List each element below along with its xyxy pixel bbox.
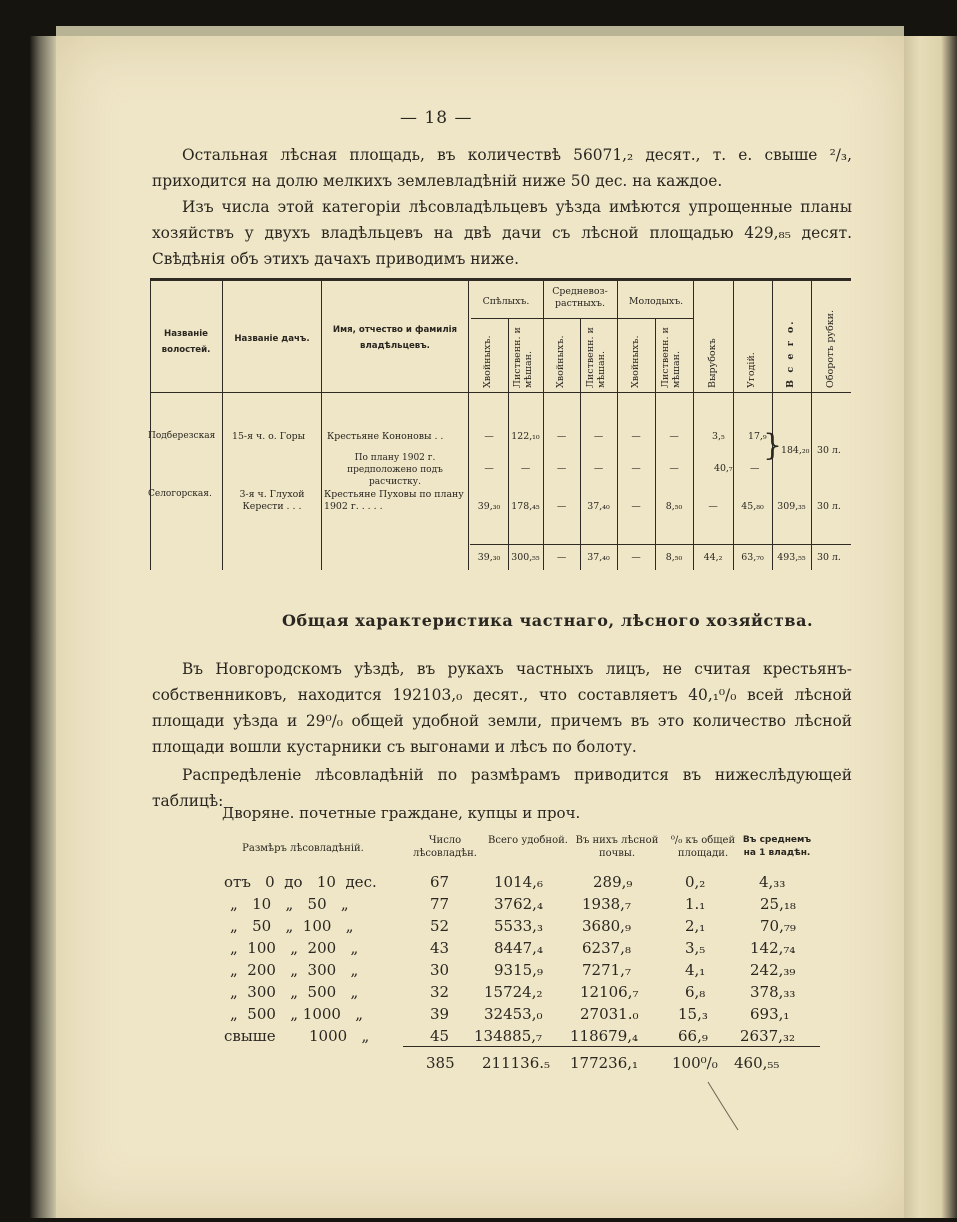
header-molodykh: Молодыхъ. xyxy=(628,296,684,307)
cell-pct: 2,₁ xyxy=(685,917,706,935)
row2-cell: — xyxy=(669,463,679,474)
row1-cell: — xyxy=(631,431,641,442)
header-volost: Названіе волостей. xyxy=(161,329,211,355)
cell-size: „ 100 „ 200 „ xyxy=(230,939,359,957)
row1-cell: 122,₁₀ xyxy=(511,431,540,442)
cell-size: „ 50 „ 100 „ xyxy=(230,917,354,935)
row1-cell: — xyxy=(556,431,567,442)
total-cell: 39,₃₀ xyxy=(477,552,501,563)
row3-volost: Селогорская. xyxy=(148,489,212,499)
header-num: Число лѣсовладѣн. xyxy=(413,835,477,859)
row2-cell: — xyxy=(750,463,760,474)
header-vyrubok: Вырубокъ xyxy=(707,338,718,388)
row2-cell: — xyxy=(520,463,531,474)
forest-plan-table xyxy=(150,278,851,570)
row1-volost: Подберезская xyxy=(148,431,216,441)
cell-total: 15724,₂ xyxy=(484,983,543,1001)
cell-forest: 12106,₇ xyxy=(580,983,639,1001)
cell-num: 30 xyxy=(430,961,450,979)
cell-pct: 6,₈ xyxy=(685,983,706,1001)
section-heading: Общая характеристика частнаго, лѣсного хозяйства. xyxy=(282,611,814,630)
row1-cell: — xyxy=(593,431,604,442)
page-number: — 18 — xyxy=(400,108,473,128)
pencil-mark xyxy=(700,1080,750,1140)
total-total: 211136.₅ xyxy=(482,1054,551,1072)
total-cell: 493,₅₅ xyxy=(777,552,806,563)
cell-forest: 6237,₈ xyxy=(582,939,631,957)
cell-forest: 3680,₉ xyxy=(582,917,631,935)
cell-num: 43 xyxy=(430,939,450,957)
row3-cell: — xyxy=(556,501,567,512)
cell-avg: 2637,₃₂ xyxy=(740,1027,795,1045)
total-cell: 44,₂ xyxy=(703,552,723,563)
row3-cell: 37,₄₀ xyxy=(587,501,610,512)
cell-total: 1014,₆ xyxy=(494,873,543,891)
row3-cell: 39,₃₀ xyxy=(477,501,501,512)
row3-cell: 309,₃₅ xyxy=(777,501,806,512)
row1-cell: — xyxy=(669,431,679,442)
cell-num: 45 xyxy=(430,1027,450,1045)
row1-cell: — xyxy=(484,431,494,442)
cell-num: 77 xyxy=(430,895,450,913)
book-next-page-edge xyxy=(904,36,957,1218)
cell-total: 9315,₉ xyxy=(494,961,543,979)
header-srednevozr: Средневоз-растныхъ. xyxy=(552,286,608,309)
row2-cell: — xyxy=(484,463,494,474)
cell-num: 52 xyxy=(430,917,450,935)
row1-cell: 17,₉ xyxy=(748,431,767,442)
total-cell: 63,₇₀ xyxy=(741,552,764,563)
row2-cell: 40,₇ xyxy=(714,463,733,474)
header-vsego: В с е г о. xyxy=(785,319,796,388)
row3-dacha: 3-я ч. Глухой Керести . . . xyxy=(239,489,305,512)
cell-forest: 27031.₀ xyxy=(580,1005,639,1023)
row1-owner: Крестьяне Кононовы . . xyxy=(327,431,444,442)
row3-cell: 8,₅₀ xyxy=(665,501,683,512)
cell-size: „ 300 „ 500 „ xyxy=(230,983,359,1001)
total-cell: 300,₅₅ xyxy=(511,552,540,563)
cell-size: отъ 0 до 10 дес. xyxy=(224,873,377,891)
cell-forest: 1938,₇ xyxy=(582,895,631,913)
row3-cell: 178,₄₅ xyxy=(511,501,540,512)
cell-avg: 693,₁ xyxy=(750,1005,790,1023)
cell-avg: 4,₃₃ xyxy=(759,873,786,891)
row3-cell: 45,₈₀ xyxy=(741,501,764,512)
cell-num: 67 xyxy=(430,873,450,891)
total-rule xyxy=(403,1046,820,1047)
row1-cell: 30 л. xyxy=(817,445,841,456)
cell-total: 8447,₄ xyxy=(494,939,543,957)
cell-forest: 289,₉ xyxy=(593,873,633,891)
cell-avg: 378,₃₃ xyxy=(750,983,796,1001)
header-dacha: Названіе дачъ. xyxy=(234,334,310,344)
cell-pct: 3,₅ xyxy=(685,939,706,957)
cell-forest: 7271,₇ xyxy=(582,961,631,979)
cell-avg: 142,₇₄ xyxy=(750,939,796,957)
cell-size: свыше 1000 „ xyxy=(224,1027,370,1045)
cell-total: 3762,₄ xyxy=(494,895,543,913)
cell-size: „ 10 „ 50 „ xyxy=(230,895,349,913)
paragraph-4: Распредѣленіе лѣсовладѣній по размѣрамъ приводится въ нижеслѣдующей таблицѣ: xyxy=(152,766,852,810)
header-forest: Въ нихъ лѣсной почвы. xyxy=(575,835,659,859)
cell-total: 32453,₀ xyxy=(484,1005,543,1023)
cell-pct: 66,₉ xyxy=(678,1027,708,1045)
header-listvenn-1: Лиственн. и мѣшан. xyxy=(512,327,534,388)
header-pct: ⁰/₀ къ общей площади. xyxy=(670,835,736,859)
row2-owner: По плану 1902 г. предположено подъ расчистку. xyxy=(347,453,443,487)
cell-pct: 1.₁ xyxy=(685,895,706,913)
row1-dacha: 15-я ч. о. Горы xyxy=(232,431,306,442)
row2-cell: — xyxy=(556,463,567,474)
cell-avg: 242,₃₉ xyxy=(750,961,796,979)
cell-total: 5533,₃ xyxy=(494,917,543,935)
brace-symbol: } xyxy=(763,428,783,463)
header-total: Всего удобной. xyxy=(488,835,568,846)
cell-pct: 0,₂ xyxy=(685,873,706,891)
header-khvoinykh-3: Хвойныхъ. xyxy=(630,335,641,388)
cell-pct: 15,₃ xyxy=(678,1005,708,1023)
cell-avg: 25,₁₈ xyxy=(760,895,796,913)
total-cell: 37,₄₀ xyxy=(587,552,610,563)
row1-cell: 184,₂₀ xyxy=(781,445,810,456)
cell-total: 134885,₇ xyxy=(474,1027,543,1045)
total-cell: 30 л. xyxy=(817,552,841,563)
cell-num: 32 xyxy=(430,983,450,1001)
total-avg: 460,₅₅ xyxy=(734,1054,780,1072)
header-size: Размѣръ лѣсовладѣній. xyxy=(242,843,364,854)
row3-cell: 30 л. xyxy=(817,501,841,512)
paragraph-2: Изъ числа этой категоріи лѣсовладѣльцевъ уѣзда имѣются упрощенные планы хозяйствъ у двухъ владѣльцевъ на двѣ дачи съ лѣсной площадью 429,₈₅ десят. Свѣдѣнія объ этихъ дачахъ приводимъ ниже. xyxy=(152,198,852,268)
cell-pct: 4,₁ xyxy=(685,961,706,979)
total-cell: 8,₅₀ xyxy=(665,552,683,563)
row3-cell: — xyxy=(708,501,718,512)
header-oborot: Оборотъ рубки. xyxy=(825,309,836,388)
subheading: Дворяне. почетные граждане, купцы и проч. xyxy=(222,804,581,822)
header-khvoinykh-2: Хвойныхъ. xyxy=(555,335,566,388)
header-ugodiy: Угодій. xyxy=(746,352,757,388)
header-spelykh: Спѣлыхъ. xyxy=(482,296,530,307)
book-spine-edge xyxy=(30,36,58,1218)
total-forest: 177236,₁ xyxy=(570,1054,639,1072)
total-cell: — xyxy=(631,552,641,563)
row2-cell: — xyxy=(593,463,604,474)
cell-size: „ 200 „ 300 „ xyxy=(230,961,359,979)
paragraph-3: Въ Новгородскомъ уѣздѣ, въ рукахъ частныхъ лицъ, не считая крестьянъ-собственниковъ, находится 192103,₀ десят., что составляетъ 40,₁⁰/₀ всей лѣсной площади уѣзда и 29⁰/₀ общей удобной земли, причемъ въ это количество лѣсной площади вошли кустарники съ выгонами и лѣсъ по болоту. xyxy=(152,660,852,756)
total-num: 385 xyxy=(426,1054,455,1072)
header-avg: Въ среднемъ на 1 владѣн. xyxy=(742,835,812,858)
header-khvoinykh-1: Хвойныхъ. xyxy=(482,335,493,388)
header-listvenn-3: Лиственн. и мѣшан. xyxy=(660,327,682,388)
cell-size: „ 500 „ 1000 „ xyxy=(230,1005,364,1023)
total-pct: 100⁰/₀ xyxy=(672,1054,718,1072)
cell-num: 39 xyxy=(430,1005,450,1023)
row1-cell: 3,₅ xyxy=(712,431,725,442)
paragraph-1: Остальная лѣсная площадь, въ количествѣ 56071,₂ десят., т. е. свыше ²/₃, приходится на долю мелкихъ землевладѣній ниже 50 дес. на каждое. xyxy=(152,146,852,190)
total-cell: — xyxy=(556,552,567,563)
cell-avg: 70,₇₉ xyxy=(760,917,796,935)
row3-cell: — xyxy=(631,501,641,512)
cell-forest: 118679,₄ xyxy=(570,1027,639,1045)
header-listvenn-2: Лиственн. и мѣшан. xyxy=(585,327,607,388)
row2-cell: — xyxy=(631,463,641,474)
row3-owner: Крестьяне Пуховы по плану 1902 г. . . . . xyxy=(324,489,464,512)
header-owner: Имя, отчество и фамилія владѣльцевъ. xyxy=(332,325,458,351)
